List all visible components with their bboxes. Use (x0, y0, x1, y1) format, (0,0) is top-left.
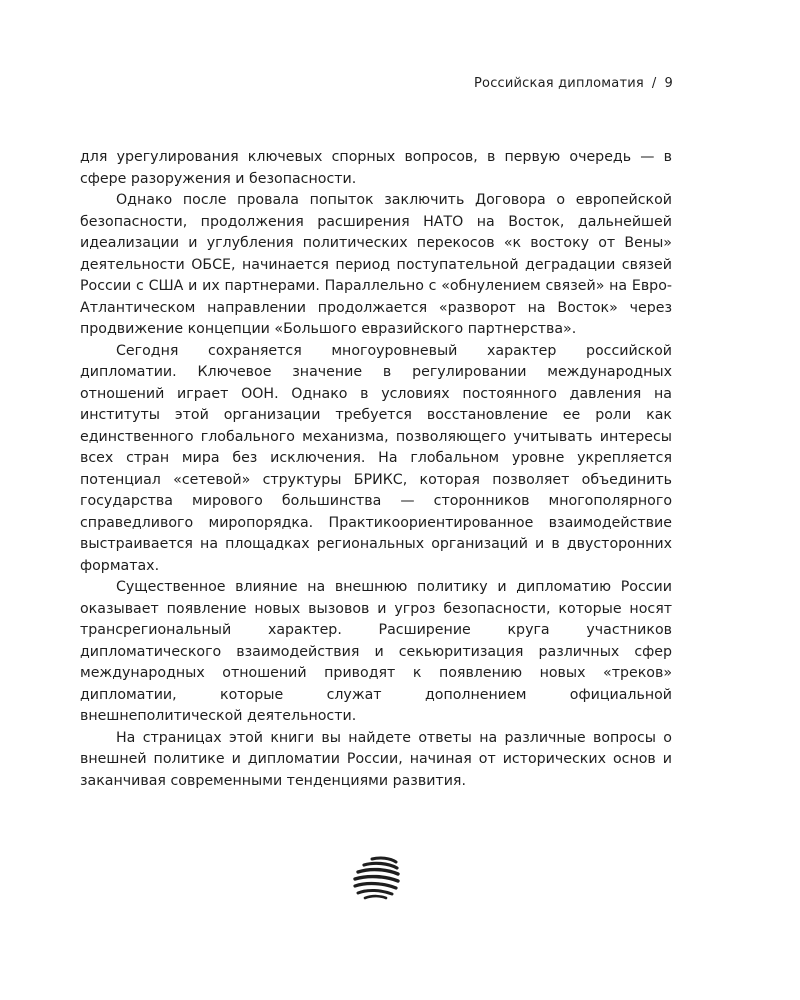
paragraph: На страницах этой книги вы найдете ответы на различные вопросы о внешней политике и дипломатии России, начиная от исторических основ и заканчивая современными тенденциями развития. (80, 729, 672, 789)
globe-swirl-icon (352, 855, 402, 901)
book-title: Российская дипломатия (474, 76, 644, 91)
running-header (474, 76, 673, 91)
header-separator: / (651, 76, 657, 91)
paragraph: Однако после провала попыток заключить Договора о европейской безопасности, продолжения расширения НАТО на Восток, дальнейшей идеализации и углубления политических перекосов «к востоку от Вены» деятельности ОБСЕ, начинается период поступательной деградации связей России с США и их партнерами. Параллельно с «обнулением связей» на Евро-Атлантическом направлении продолжается «разворот на Восток» через продвижение концепции «Большого евразийского партнерства». (80, 192, 672, 337)
paragraph-continuation: для урегулирования ключевых спорных вопросов, в первую очередь — в сфере разоружения и безопасности. (80, 149, 672, 187)
page-number: 9 (664, 76, 673, 91)
paragraph: Сегодня сохраняется многоуровневый характер российской дипломатии. Ключевое значение в регулировании международных отношений играет ООН. Однако в условиях постоянного давления на институты этой организации требуется восстановление ее роли как единственного глобального механизма, позволяющего учитывать интересы всех стран мира без исключения. На глобальном уровне укрепляется потенциал «сетевой» структуры БРИКС, которая позволяет объединить государства мирового большинства — сторонников многополярного справедливого миропорядка. Практикоориентированное взаимодействие выстраивается на площадках региональных организаций и в двусторонних форматах. (80, 342, 672, 574)
paragraph: Существенное влияние на внешнюю политику и дипломатию России оказывает появление новых вызовов и угроз безопасности, которые носят трансрегиональный характер. Расширение круга участников дипломатического взаимодействия и секьюритизация различных сфер международных отношений приводят к появлению новых «треков» дипломатии, которые служат дополнением официальной внешнеполитической деятельности. (80, 579, 672, 724)
body-text (80, 147, 672, 792)
